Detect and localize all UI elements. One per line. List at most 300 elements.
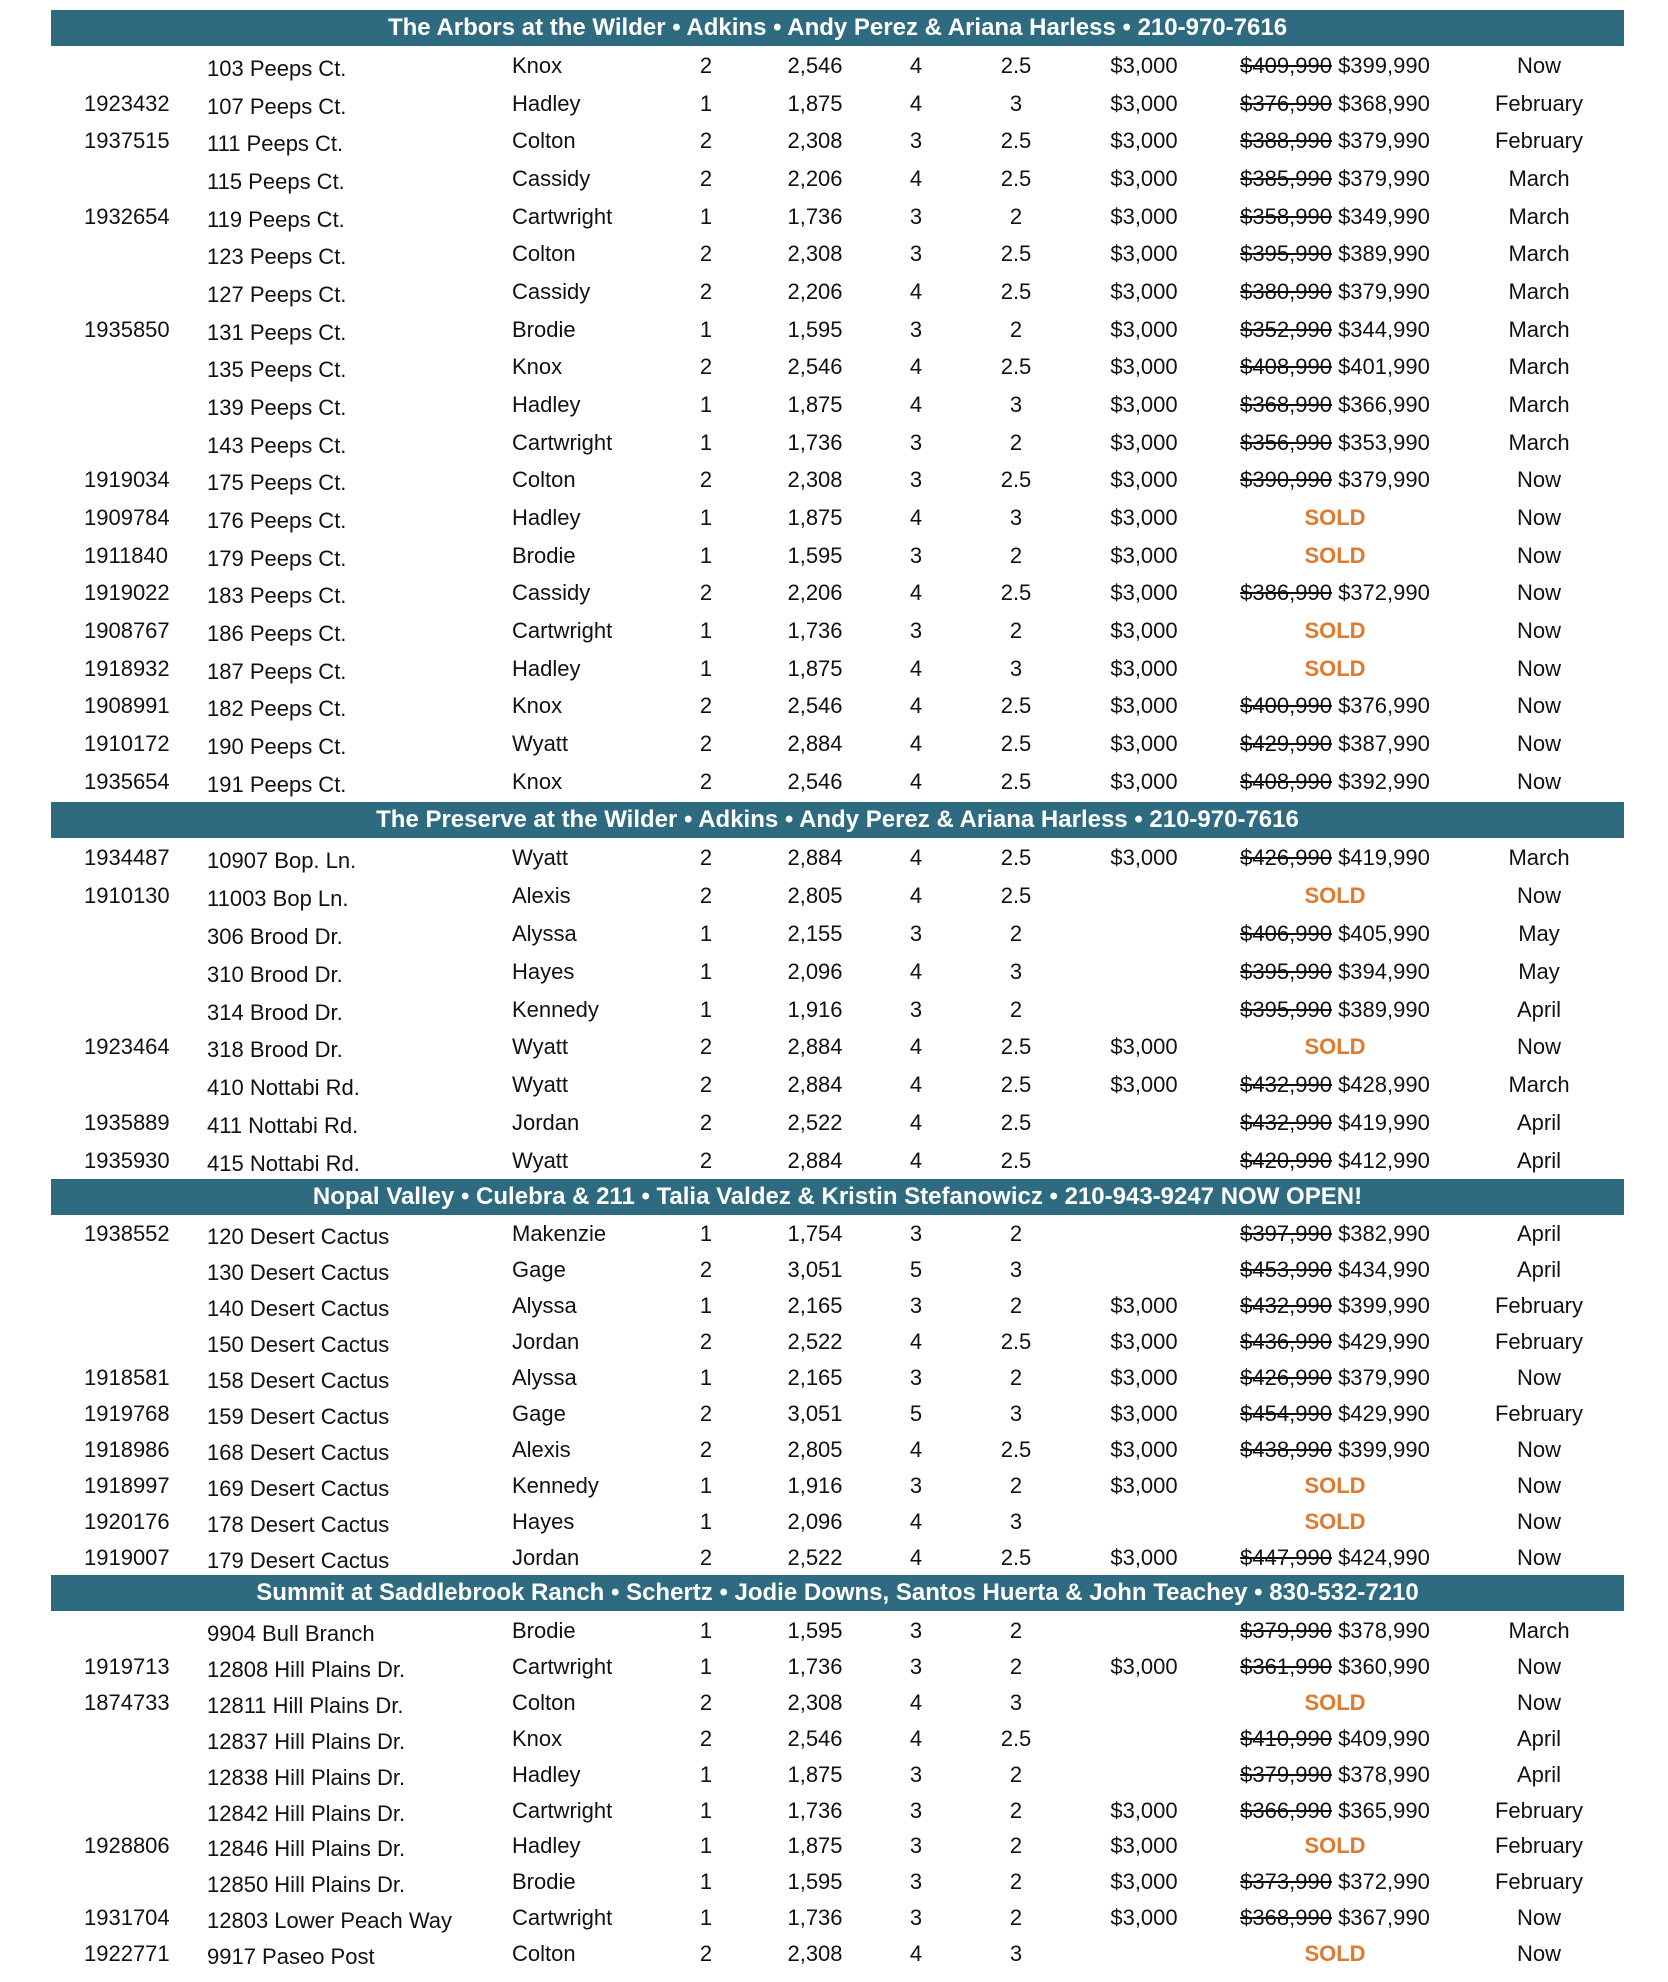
bedrooms: 4 <box>909 1545 923 1570</box>
original-price: $373,990 <box>1240 1869 1332 1894</box>
plan-name: Jordan <box>512 1110 580 1135</box>
original-price: $379,990 <box>1240 1618 1332 1643</box>
address: 135 Peeps Ct. <box>207 357 347 382</box>
square-feet: 2,155 <box>787 921 843 946</box>
plan-name: Alexis <box>512 1437 571 1462</box>
square-feet: 1,736 <box>787 1798 843 1823</box>
original-price: $379,990 <box>1240 1762 1332 1787</box>
bathrooms: 3 <box>1009 1257 1023 1282</box>
original-price: $454,990 <box>1240 1401 1332 1426</box>
plan-name: Cassidy <box>512 279 591 304</box>
price-cell <box>1230 1832 1440 1860</box>
address: 178 Desert Cactus <box>207 1512 390 1537</box>
address: 103 Peeps Ct. <box>207 56 347 81</box>
original-price: $420,990 <box>1240 1148 1332 1173</box>
mls-number: 1910172 <box>84 731 170 756</box>
incentive: $3,000 <box>1110 279 1178 304</box>
bedrooms: 4 <box>909 505 923 530</box>
availability: Now <box>1516 1941 1561 1966</box>
plan-name: Wyatt <box>512 1034 569 1059</box>
current-price: $379,990 <box>1338 1365 1430 1390</box>
address: 415 Nottabi Rd. <box>207 1151 360 1176</box>
square-feet: 1,595 <box>787 543 843 568</box>
bedrooms: 5 <box>909 1401 923 1426</box>
plan-name: Alyssa <box>512 1365 577 1390</box>
current-price: $344,990 <box>1338 317 1430 342</box>
bathrooms: 2 <box>1009 543 1023 568</box>
incentive: $3,000 <box>1110 1869 1178 1894</box>
bedrooms: 3 <box>909 1869 923 1894</box>
availability: Now <box>1516 693 1561 718</box>
stories: 1 <box>699 656 713 681</box>
plan-name: Cartwright <box>512 1905 613 1930</box>
plan-name: Kennedy <box>512 1473 599 1498</box>
stories: 1 <box>699 1905 713 1930</box>
plan-name: Colton <box>512 128 576 153</box>
mls-number: 1935850 <box>84 317 170 342</box>
availability: February <box>1494 1798 1584 1823</box>
address: 168 Desert Cactus <box>207 1440 390 1465</box>
availability: Now <box>1516 1473 1561 1498</box>
address: 119 Peeps Ct. <box>207 207 345 232</box>
incentive: $3,000 <box>1110 430 1178 455</box>
current-price: $401,990 <box>1338 354 1430 379</box>
mls-number: 1911840 <box>84 543 169 568</box>
original-price: $406,990 <box>1240 921 1332 946</box>
bathrooms: 2.5 <box>1000 580 1032 605</box>
address: 12842 Hill Plains Dr. <box>207 1801 406 1826</box>
availability: Now <box>1516 505 1561 530</box>
address: 182 Peeps Ct. <box>207 696 347 721</box>
current-price: $376,990 <box>1338 693 1430 718</box>
availability: Now <box>1516 1437 1561 1462</box>
incentive: $3,000 <box>1110 1545 1178 1570</box>
price-cell <box>1230 165 1440 193</box>
square-feet: 2,165 <box>787 1365 843 1390</box>
price-cell <box>1230 429 1440 457</box>
original-price: $395,990 <box>1240 241 1332 266</box>
current-price: $419,990 <box>1338 1110 1430 1135</box>
price-cell <box>1230 1904 1440 1932</box>
plan-name: Hadley <box>512 91 581 116</box>
address: 175 Peeps Ct. <box>207 470 347 495</box>
stories: 2 <box>699 1110 713 1135</box>
square-feet: 2,546 <box>787 1726 843 1751</box>
bathrooms: 2.5 <box>1000 1148 1032 1173</box>
current-price: $394,990 <box>1338 959 1430 984</box>
square-feet: 2,884 <box>787 1072 843 1097</box>
address: 158 Desert Cactus <box>207 1368 390 1393</box>
plan-name: Cartwright <box>512 430 613 455</box>
stories: 1 <box>699 1473 713 1498</box>
square-feet: 2,206 <box>787 166 843 191</box>
square-feet: 2,206 <box>787 580 843 605</box>
bathrooms: 3 <box>1009 656 1023 681</box>
bathrooms: 2.5 <box>1000 883 1032 908</box>
bathrooms: 3 <box>1009 1401 1023 1426</box>
incentive: $3,000 <box>1110 618 1178 643</box>
price-cell <box>1230 844 1440 872</box>
bedrooms: 3 <box>909 997 923 1022</box>
stories: 2 <box>699 1257 713 1282</box>
original-price: $408,990 <box>1240 354 1332 379</box>
stories: 2 <box>699 693 713 718</box>
price-cell <box>1230 1033 1440 1061</box>
sold-badge: SOLD <box>1304 505 1366 530</box>
plan-name: Hadley <box>512 1833 581 1858</box>
bedrooms: 4 <box>909 1148 923 1173</box>
stories: 2 <box>699 128 713 153</box>
stories: 1 <box>699 317 713 342</box>
square-feet: 2,522 <box>787 1110 843 1135</box>
bathrooms: 2 <box>1009 1905 1023 1930</box>
incentive: $3,000 <box>1110 1072 1178 1097</box>
current-price: $389,990 <box>1338 997 1430 1022</box>
sold-badge: SOLD <box>1304 1941 1366 1966</box>
original-price: $376,990 <box>1240 91 1332 116</box>
address: 411 Nottabi Rd. <box>207 1113 359 1138</box>
section-banner: Nopal Valley • Culebra & 211 • Talia Valdez & Kristin Stefanowicz • 210-943-9247 NOW OPEN! <box>51 1179 1624 1215</box>
bathrooms: 2 <box>1009 1869 1023 1894</box>
stories: 2 <box>699 354 713 379</box>
current-price: $399,990 <box>1338 53 1430 78</box>
bathrooms: 2.5 <box>1000 693 1032 718</box>
price-cell <box>1230 1689 1440 1717</box>
stories: 2 <box>699 166 713 191</box>
stories: 1 <box>699 1762 713 1787</box>
bedrooms: 3 <box>909 1293 923 1318</box>
current-price: $424,990 <box>1338 1545 1430 1570</box>
bathrooms: 3 <box>1009 392 1023 417</box>
price-cell <box>1230 655 1440 683</box>
current-price: $405,990 <box>1338 921 1430 946</box>
plan-name: Knox <box>512 769 563 794</box>
current-price: $434,990 <box>1338 1257 1430 1282</box>
address: 139 Peeps Ct. <box>207 395 347 420</box>
original-price: $447,990 <box>1240 1545 1332 1570</box>
incentive: $3,000 <box>1110 1905 1178 1930</box>
address: 130 Desert Cactus <box>207 1260 390 1285</box>
bathrooms: 2.5 <box>1000 241 1032 266</box>
plan-name: Knox <box>512 53 563 78</box>
bedrooms: 3 <box>909 1654 923 1679</box>
bathrooms: 2.5 <box>1000 769 1032 794</box>
square-feet: 1,736 <box>787 204 843 229</box>
address: 410 Nottabi Rd. <box>207 1075 360 1100</box>
bathrooms: 2 <box>1009 1618 1023 1643</box>
incentive: $3,000 <box>1110 392 1178 417</box>
mls-number: 1918997 <box>84 1473 170 1498</box>
availability: March <box>1508 430 1570 455</box>
availability: March <box>1508 166 1570 191</box>
bedrooms: 4 <box>909 845 923 870</box>
incentive: $3,000 <box>1110 1034 1178 1059</box>
stories: 1 <box>699 618 713 643</box>
sold-badge: SOLD <box>1304 543 1366 568</box>
bathrooms: 2.5 <box>1000 731 1032 756</box>
incentive: $3,000 <box>1110 166 1178 191</box>
original-price: $388,990 <box>1240 128 1332 153</box>
availability: Now <box>1516 580 1561 605</box>
bathrooms: 2.5 <box>1000 1437 1032 1462</box>
current-price: $379,990 <box>1338 279 1430 304</box>
original-price: $390,990 <box>1240 467 1332 492</box>
stories: 2 <box>699 241 713 266</box>
availability: March <box>1508 204 1570 229</box>
bedrooms: 4 <box>909 166 923 191</box>
mls-number: 1931704 <box>84 1905 170 1930</box>
current-price: $353,990 <box>1338 430 1430 455</box>
bedrooms: 4 <box>909 1072 923 1097</box>
current-price: $399,990 <box>1338 1293 1430 1318</box>
plan-name: Hadley <box>512 505 581 530</box>
availability: April <box>1516 1110 1561 1135</box>
sold-badge: SOLD <box>1304 1509 1366 1534</box>
bedrooms: 3 <box>909 1618 923 1643</box>
price-cell <box>1230 1617 1440 1645</box>
plan-name: Gage <box>512 1257 566 1282</box>
original-price: $395,990 <box>1240 997 1332 1022</box>
stories: 1 <box>699 430 713 455</box>
stories: 1 <box>699 959 713 984</box>
price-cell <box>1230 1508 1440 1536</box>
current-price: $368,990 <box>1338 91 1430 116</box>
plan-name: Cartwright <box>512 618 613 643</box>
square-feet: 2,308 <box>787 1941 843 1966</box>
bathrooms: 2 <box>1009 430 1023 455</box>
bedrooms: 4 <box>909 1690 923 1715</box>
current-price: $409,990 <box>1338 1726 1430 1751</box>
original-price: $352,990 <box>1240 317 1332 342</box>
plan-name: Colton <box>512 1941 576 1966</box>
plan-name: Alyssa <box>512 921 577 946</box>
mls-number: 1919022 <box>84 580 170 605</box>
square-feet: 1,736 <box>787 430 843 455</box>
plan-name: Makenzie <box>512 1221 607 1246</box>
incentive: $3,000 <box>1110 1833 1178 1858</box>
stories: 1 <box>699 1293 713 1318</box>
stories: 1 <box>699 91 713 116</box>
current-price: $367,990 <box>1338 1905 1430 1930</box>
price-cell <box>1230 1653 1440 1681</box>
availability: March <box>1508 241 1570 266</box>
incentive: $3,000 <box>1110 1654 1178 1679</box>
square-feet: 2,308 <box>787 241 843 266</box>
square-feet: 2,805 <box>787 1437 843 1462</box>
incentive: $3,000 <box>1110 1798 1178 1823</box>
original-price: $356,990 <box>1240 430 1332 455</box>
availability: March <box>1508 1618 1570 1643</box>
stories: 1 <box>699 1618 713 1643</box>
mls-number: 1919768 <box>84 1401 170 1426</box>
price-cell <box>1230 1256 1440 1284</box>
availability: Now <box>1516 1545 1561 1570</box>
price-cell <box>1230 692 1440 720</box>
incentive: $3,000 <box>1110 656 1178 681</box>
square-feet: 2,805 <box>787 883 843 908</box>
price-cell <box>1230 1436 1440 1464</box>
bedrooms: 4 <box>909 392 923 417</box>
plan-name: Hadley <box>512 1762 581 1787</box>
incentive: $3,000 <box>1110 241 1178 266</box>
square-feet: 2,546 <box>787 53 843 78</box>
mls-number: 1919007 <box>84 1545 170 1570</box>
availability: April <box>1516 1257 1561 1282</box>
price-cell <box>1230 203 1440 231</box>
availability: May <box>1518 921 1560 946</box>
price-cell <box>1230 920 1440 948</box>
price-cell <box>1230 127 1440 155</box>
bathrooms: 2 <box>1009 1798 1023 1823</box>
address: 11003 Bop Ln. <box>207 886 349 911</box>
availability: April <box>1516 1221 1561 1246</box>
plan-name: Hadley <box>512 656 581 681</box>
current-price: $429,990 <box>1338 1401 1430 1426</box>
original-price: $380,990 <box>1240 279 1332 304</box>
bedrooms: 3 <box>909 467 923 492</box>
square-feet: 1,595 <box>787 1869 843 1894</box>
stories: 2 <box>699 1401 713 1426</box>
mls-number: 1908991 <box>84 693 170 718</box>
original-price: $395,990 <box>1240 959 1332 984</box>
availability: Now <box>1516 769 1561 794</box>
stories: 2 <box>699 769 713 794</box>
bedrooms: 5 <box>909 1257 923 1282</box>
stories: 2 <box>699 467 713 492</box>
section-banner: Summit at Saddlebrook Ranch • Schertz • Jodie Downs, Santos Huerta & John Teachey • 830-532-7210 <box>51 1575 1624 1611</box>
current-price: $378,990 <box>1338 1618 1430 1643</box>
stories: 1 <box>699 392 713 417</box>
price-cell <box>1230 996 1440 1024</box>
address: 143 Peeps Ct. <box>207 433 347 458</box>
plan-name: Hayes <box>512 959 575 984</box>
plan-name: Brodie <box>512 317 576 342</box>
stories: 2 <box>699 1072 713 1097</box>
plan-name: Colton <box>512 1690 576 1715</box>
original-price: $432,990 <box>1240 1110 1332 1135</box>
bathrooms: 3 <box>1009 1941 1023 1966</box>
square-feet: 1,875 <box>787 392 843 417</box>
mls-number: 1922771 <box>84 1941 170 1966</box>
mls-number: 1918932 <box>84 656 170 681</box>
current-price: $429,990 <box>1338 1329 1430 1354</box>
address: 107 Peeps Ct. <box>207 94 347 119</box>
square-feet: 2,096 <box>787 1509 843 1534</box>
original-price: $453,990 <box>1240 1257 1332 1282</box>
square-feet: 1,875 <box>787 505 843 530</box>
section-banner: The Arbors at the Wilder • Adkins • Andy Perez & Ariana Harless • 210-970-7616 <box>51 10 1624 46</box>
bathrooms: 3 <box>1009 505 1023 530</box>
plan-name: Gage <box>512 1401 566 1426</box>
stories: 1 <box>699 1365 713 1390</box>
square-feet: 1,875 <box>787 656 843 681</box>
stories: 2 <box>699 1329 713 1354</box>
incentive: $3,000 <box>1110 354 1178 379</box>
stories: 2 <box>699 53 713 78</box>
mls-number: 1935930 <box>84 1148 170 1173</box>
bedrooms: 4 <box>909 53 923 78</box>
availability: Now <box>1516 1365 1561 1390</box>
stories: 2 <box>699 731 713 756</box>
price-cell <box>1230 1761 1440 1789</box>
original-price: $385,990 <box>1240 166 1332 191</box>
price-cell <box>1230 1292 1440 1320</box>
incentive: $3,000 <box>1110 1293 1178 1318</box>
bathrooms: 2 <box>1009 1762 1023 1787</box>
price-cell <box>1230 882 1440 910</box>
availability: Now <box>1516 731 1561 756</box>
availability: Now <box>1516 1654 1561 1679</box>
current-price: $389,990 <box>1338 241 1430 266</box>
bathrooms: 2 <box>1009 1654 1023 1679</box>
bedrooms: 4 <box>909 731 923 756</box>
bathrooms: 2 <box>1009 997 1023 1022</box>
current-price: $412,990 <box>1338 1148 1430 1173</box>
availability: Now <box>1516 1034 1561 1059</box>
bedrooms: 3 <box>909 1365 923 1390</box>
address: 190 Peeps Ct. <box>207 734 347 759</box>
bedrooms: 3 <box>909 618 923 643</box>
mls-number: 1908767 <box>84 618 170 643</box>
address: 12838 Hill Plains Dr. <box>207 1765 406 1790</box>
address: 12850 Hill Plains Dr. <box>207 1872 406 1897</box>
mls-number: 1910130 <box>84 883 170 908</box>
stories: 1 <box>699 1869 713 1894</box>
square-feet: 2,884 <box>787 1034 843 1059</box>
plan-name: Cartwright <box>512 1654 613 1679</box>
price-cell <box>1230 958 1440 986</box>
plan-name: Jordan <box>512 1329 580 1354</box>
original-price: $429,990 <box>1240 731 1332 756</box>
bedrooms: 3 <box>909 1905 923 1930</box>
bathrooms: 2.5 <box>1000 1072 1032 1097</box>
bedrooms: 3 <box>909 921 923 946</box>
price-cell <box>1230 504 1440 532</box>
address: 191 Peeps Ct. <box>207 772 347 797</box>
plan-name: Brodie <box>512 1869 576 1894</box>
address: 306 Brood Dr. <box>207 924 343 949</box>
price-cell <box>1230 1544 1440 1572</box>
square-feet: 2,522 <box>787 1329 843 1354</box>
current-price: $349,990 <box>1338 204 1430 229</box>
stories: 2 <box>699 1545 713 1570</box>
bedrooms: 3 <box>909 241 923 266</box>
bedrooms: 3 <box>909 317 923 342</box>
sold-badge: SOLD <box>1304 1833 1366 1858</box>
availability: March <box>1508 279 1570 304</box>
mls-number: 1935889 <box>84 1110 170 1135</box>
bedrooms: 3 <box>909 128 923 153</box>
sold-badge: SOLD <box>1304 883 1366 908</box>
current-price: $365,990 <box>1338 1798 1430 1823</box>
address: 120 Desert Cactus <box>207 1224 390 1249</box>
mls-number: 1920176 <box>84 1509 170 1534</box>
availability: Now <box>1516 1690 1561 1715</box>
mls-number: 1923464 <box>84 1034 170 1059</box>
address: 115 Peeps Ct. <box>207 169 345 194</box>
bathrooms: 3 <box>1009 959 1023 984</box>
address: 159 Desert Cactus <box>207 1404 390 1429</box>
bedrooms: 4 <box>909 1509 923 1534</box>
availability: February <box>1494 1293 1584 1318</box>
bathrooms: 2 <box>1009 618 1023 643</box>
bedrooms: 3 <box>909 1833 923 1858</box>
address: 176 Peeps Ct. <box>207 508 347 533</box>
current-price: $360,990 <box>1338 1654 1430 1679</box>
square-feet: 1,736 <box>787 1654 843 1679</box>
price-cell <box>1230 466 1440 494</box>
sold-badge: SOLD <box>1304 1690 1366 1715</box>
